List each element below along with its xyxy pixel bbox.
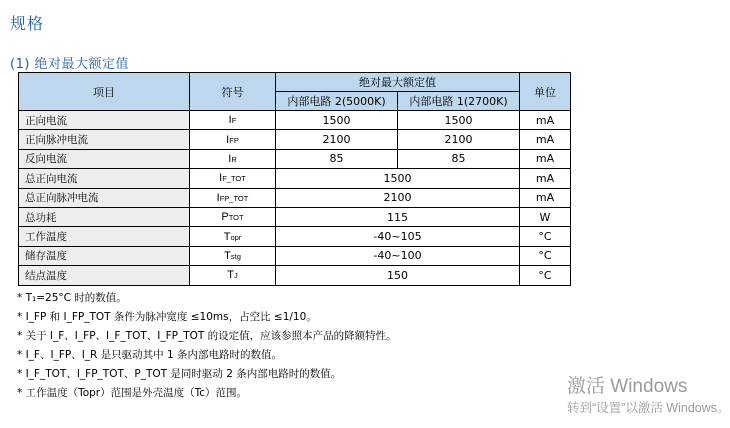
table-row [19, 111, 571, 130]
table-header-row [19, 73, 571, 92]
table-row [19, 207, 571, 226]
param-name: 结点温度 [19, 266, 190, 285]
table-row [19, 149, 571, 168]
value-total: 150 [276, 266, 520, 285]
value-circuit-2: 85 [276, 149, 398, 168]
unit: mA [520, 188, 571, 207]
note-line: * I_F_TOT、I_FP_TOT、P_TOT 是同时驱动 2 条内部电路时的数值。 [17, 368, 342, 380]
param-name: 总功耗 [19, 207, 190, 226]
header-unit: 单位 [520, 73, 571, 111]
notes [17, 289, 397, 403]
value-total: 1500 [276, 169, 520, 188]
table-row [19, 130, 571, 149]
symbol: IF [190, 111, 276, 130]
table-row [19, 266, 571, 285]
unit: °C [520, 227, 571, 246]
value-circuit-2: 2100 [276, 130, 398, 149]
section-title: (1) 绝对最大额定值 [10, 57, 130, 72]
unit: mA [520, 130, 571, 149]
header-symbol: 符号 [190, 73, 276, 111]
value-circuit-1: 2100 [398, 130, 520, 149]
symbol: TJ [190, 266, 276, 285]
value-total: 2100 [276, 188, 520, 207]
value-circuit-2: 1500 [276, 111, 398, 130]
note-line: * I_FP 和 I_FP_TOT 条件为脉冲宽度 ≤10ms，占空比 ≤1/10。 [17, 311, 317, 323]
value-circuit-1: 1500 [398, 111, 520, 130]
symbol: Topr [190, 227, 276, 246]
page-title: 规格 [10, 14, 45, 33]
table-row [19, 188, 571, 207]
value-circuit-1: 85 [398, 149, 520, 168]
table-row [19, 169, 571, 188]
note-line: * T₁=25°C 时的数值。 [17, 292, 127, 304]
symbol: Tstg [190, 246, 276, 265]
unit: °C [520, 266, 571, 285]
header-circuit-2: 内部电路 2(5000K) [276, 92, 398, 111]
param-name: 正向脉冲电流 [19, 130, 190, 149]
watermark-subtitle: 转到“设置”以激活 Windows。 [567, 401, 730, 415]
value-total: -40~100 [276, 246, 520, 265]
unit: mA [520, 169, 571, 188]
note-line: * 工作温度（Topr）范围是外壳温度（Tc）范围。 [17, 387, 248, 399]
param-name: 总正向电流 [19, 169, 190, 188]
watermark-title: 激活 Windows [567, 376, 688, 397]
param-name: 反向电流 [19, 149, 190, 168]
symbol: IFP [190, 130, 276, 149]
header-item: 项目 [19, 73, 190, 111]
absolute-max-ratings-table [18, 72, 571, 286]
header-circuit-1: 内部电路 1(2700K) [398, 92, 520, 111]
value-total: -40~105 [276, 227, 520, 246]
symbol: IFP_TOT [190, 188, 276, 207]
param-name: 正向电流 [19, 111, 190, 130]
note-line: * 关于 I_F、I_FP、I_F_TOT、I_FP_TOT 的设定值，应该参照本产品的降额特性。 [17, 330, 397, 342]
unit: mA [520, 111, 571, 130]
param-name: 工作温度 [19, 227, 190, 246]
value-total: 115 [276, 207, 520, 226]
param-name: 储存温度 [19, 246, 190, 265]
symbol: IR [190, 149, 276, 168]
table-row [19, 227, 571, 246]
windows-activation-watermark [567, 375, 730, 417]
table-row [19, 246, 571, 265]
note-line: * I_F、I_FP、I_R 是只驱动其中 1 条内部电路时的数值。 [17, 349, 283, 361]
unit: °C [520, 246, 571, 265]
unit: W [520, 207, 571, 226]
symbol: IF_TOT [190, 169, 276, 188]
symbol: PTOT [190, 207, 276, 226]
param-name: 总正向脉冲电流 [19, 188, 190, 207]
header-rating: 绝对最大额定值 [276, 73, 520, 92]
unit: mA [520, 149, 571, 168]
